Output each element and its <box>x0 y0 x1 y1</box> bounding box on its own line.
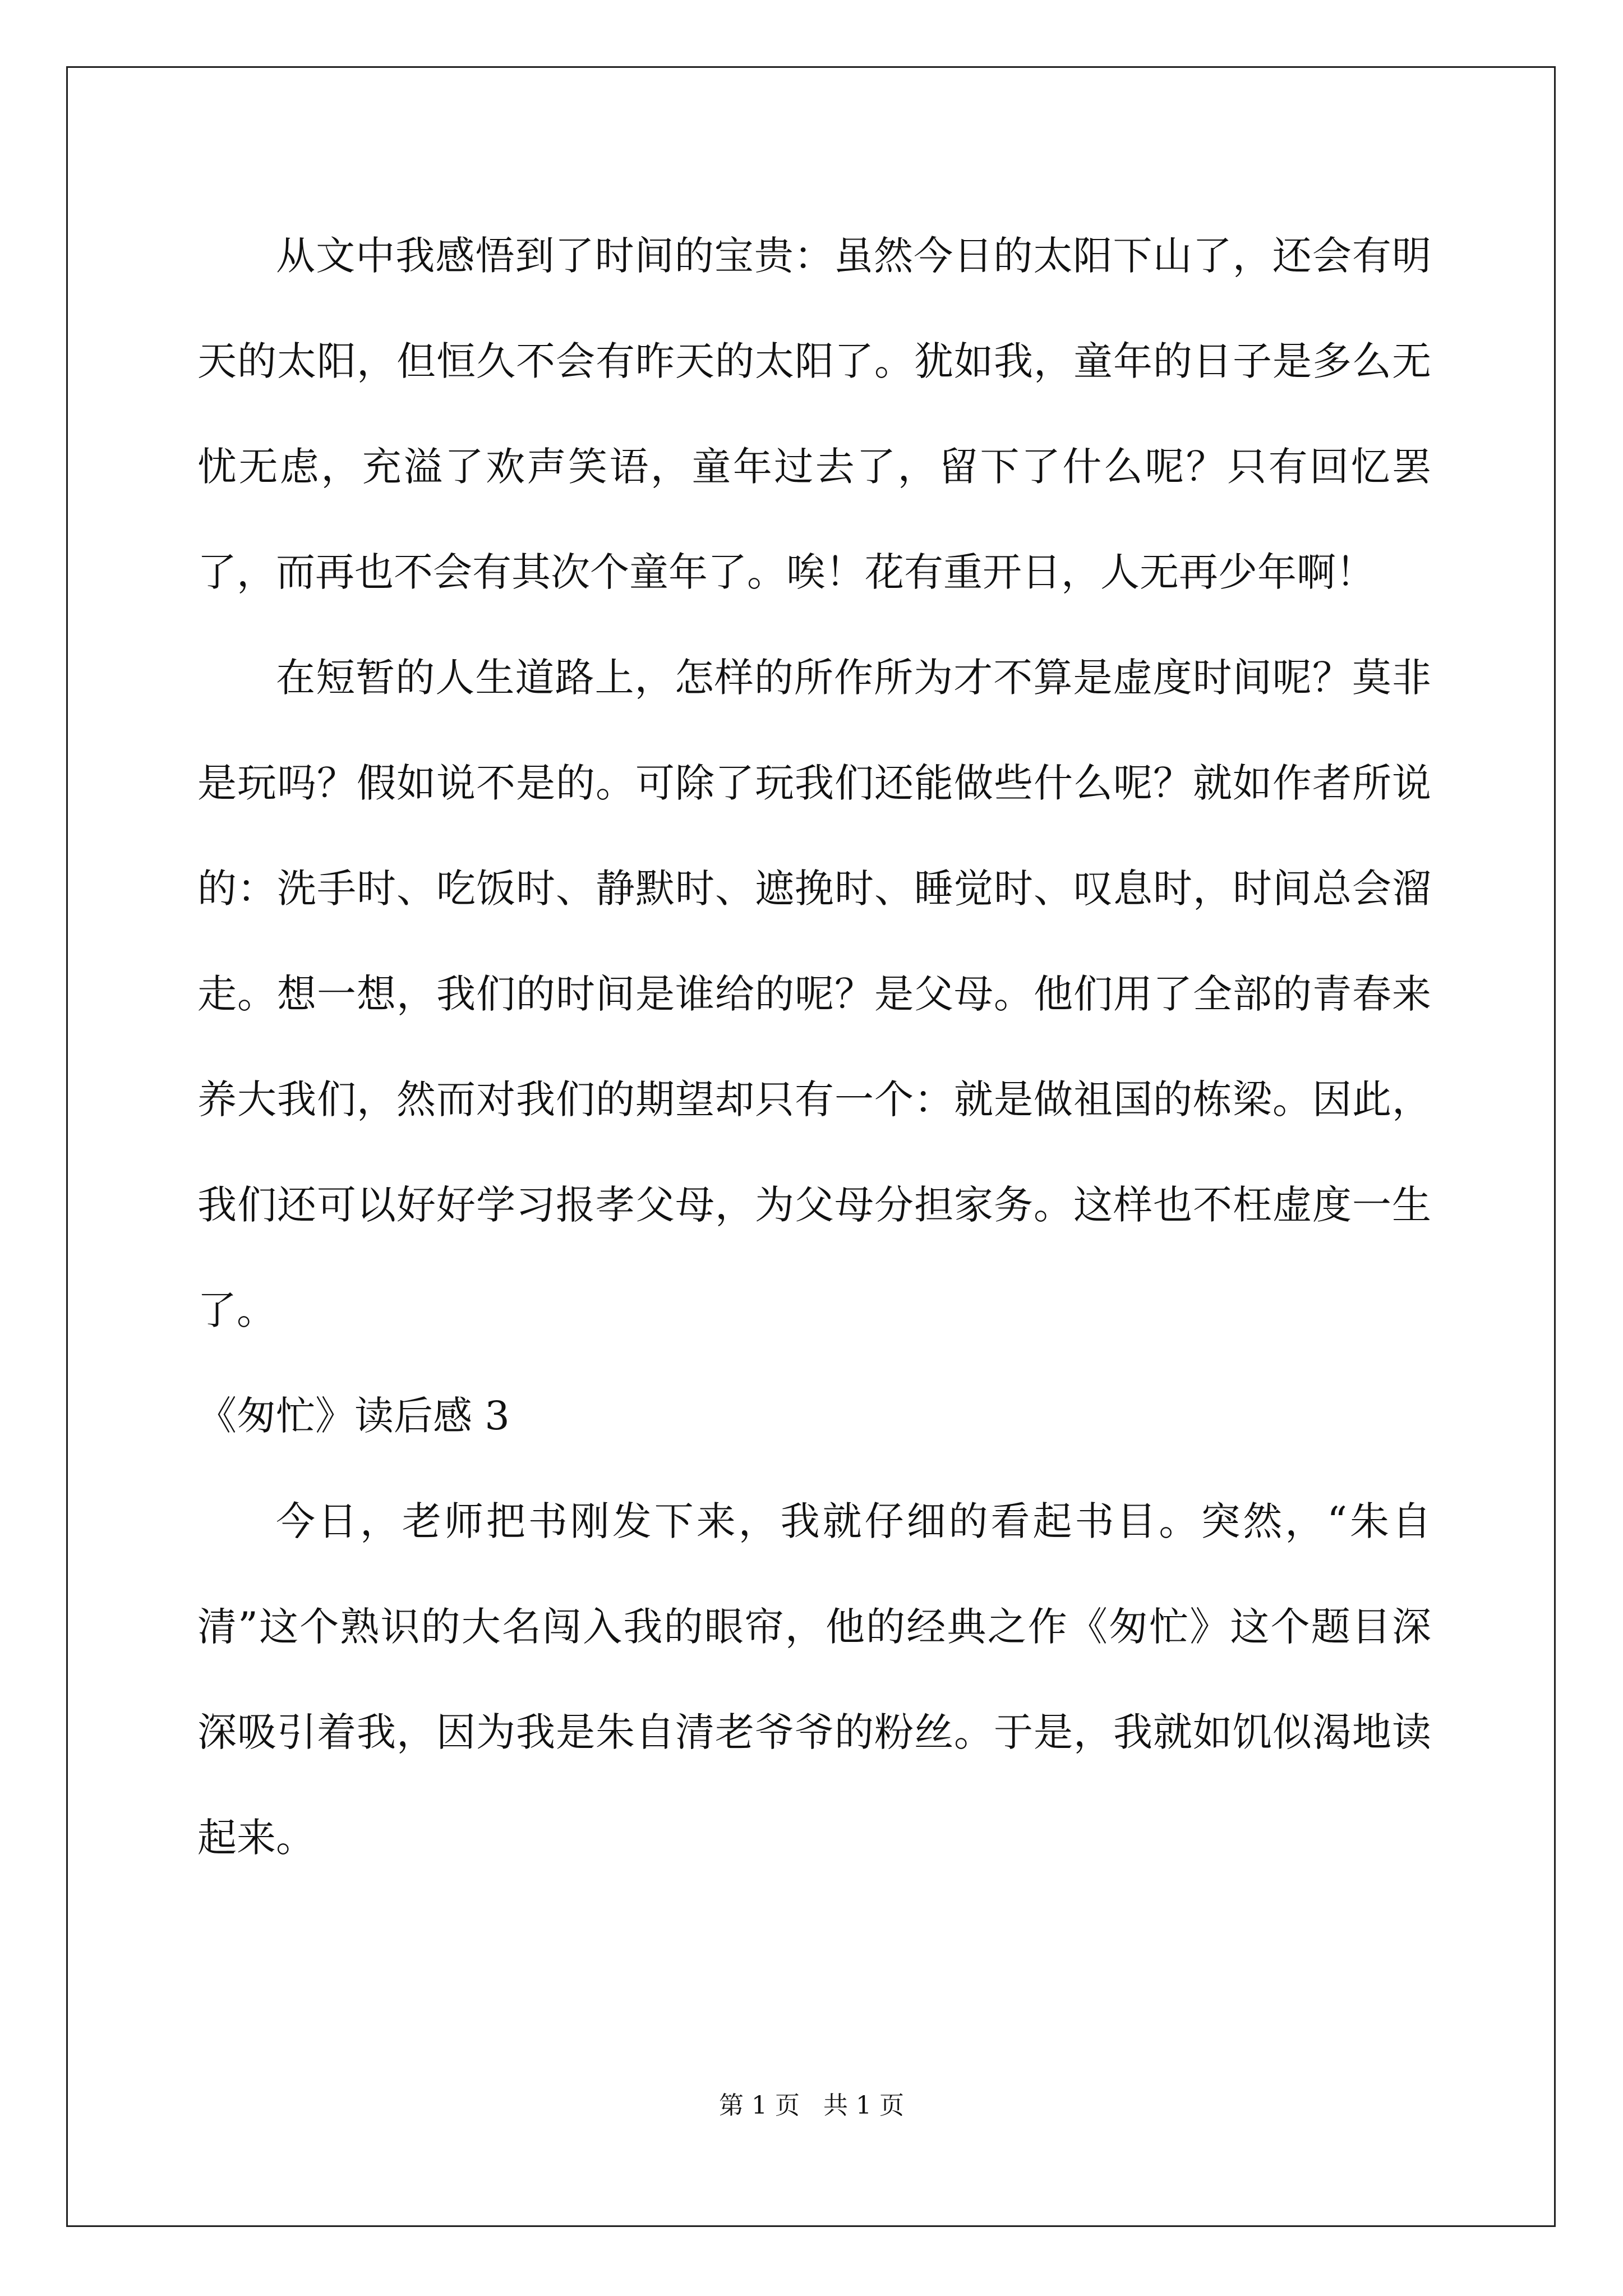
page-number: 第 1 页 <box>719 2091 800 2120</box>
body-text <box>197 203 1431 1890</box>
paragraph-3: 今日，老师把书刚发下来，我就仔细的看起书目。突然，“朱自清”这个熟识的大名闯入我的眼帘，他的经典之作《匆忙》这个题目深深吸引着我，因为我是朱自清老爷爷的粉丝。于是，我就如饥似渴地读起来。 <box>197 1498 1431 1861</box>
page-total: 共 1 页 <box>823 2091 904 2120</box>
paragraph-1: 从文中我感悟到了时间的宝贵：虽然今日的太阳下山了，还会有明天的太阳，但恒久不会有昨天的太阳了。犹如我，童年的日子是多么无忧无虑，充溢了欢声笑语，童年过去了，留下了什么呢？只有回忆罢了，而再也不会有其次个童年了。唉！花有重开日，人无再少年啊！ <box>197 233 1431 595</box>
section-heading: 《匆忙》读后感 3 <box>197 1393 510 1439</box>
page-footer <box>0 2089 1623 2123</box>
paragraph-2: 在短暂的人生道路上，怎样的所作所为才不算是虚度时间呢？莫非是玩吗？假如说不是的。可除了玩我们还能做些什么呢？就如作者所说的：洗手时、吃饭时、静默时、遮挽时、睡觉时、叹息时，时间总会溜走。想一想，我们的时间是谁给的呢？是父母。他们用了全部的青春来养大我们，然而对我们的期望却只有一个：就是做祖国的栋梁。因此，我们还可以好好学习报孝父母，为父母分担家务。这样也不枉虚度一生了。 <box>197 655 1431 1333</box>
